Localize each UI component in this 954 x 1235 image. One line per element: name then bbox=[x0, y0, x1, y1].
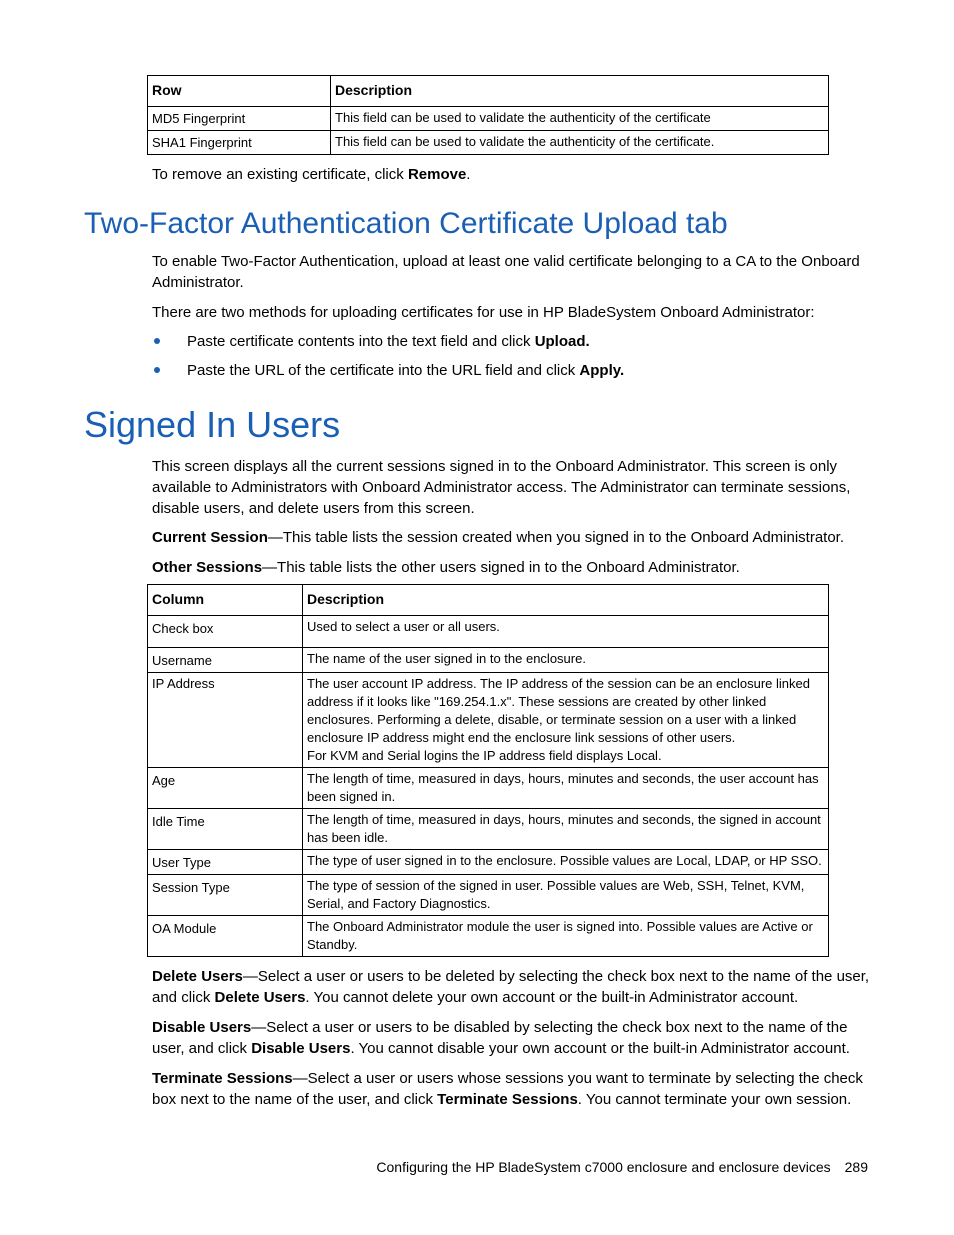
table-row bbox=[148, 648, 829, 673]
table-row bbox=[148, 616, 829, 648]
column-header: Description bbox=[331, 76, 829, 107]
column-description-cell: The length of time, measured in days, hours, minutes and seconds, the user account has been signed in. bbox=[303, 768, 829, 809]
table-header-row bbox=[148, 585, 829, 616]
column-name-cell: Idle Time bbox=[148, 809, 303, 850]
column-description-cell: The Onboard Administrator module the user is signed into. Possible values are Active or Standby. bbox=[303, 916, 829, 957]
table-row bbox=[148, 107, 829, 131]
column-description-cell: The user account IP address. The IP address of the session can be an enclosure linked address if it looks like "169.254.1.x". These sessions are created by other linked enclosures. Performing a delete, disable, or terminate session on a user with a linked enclosure IP address might end the enclosure link sessions of other users. For KVM and Serial logins the IP address field displays Local. bbox=[303, 673, 829, 768]
column-name-cell: IP Address bbox=[148, 673, 303, 768]
section-heading-signed-in-users: Signed In Users bbox=[84, 404, 341, 445]
column-header: Description bbox=[303, 585, 829, 616]
table-row bbox=[148, 875, 829, 916]
column-name-cell: Check box bbox=[148, 616, 303, 648]
document-page: Row Description MD5 Fingerprint This field can be used to validate the authenticity of the certificate SHA1 Fingerprint This field can be used to validate the authenticity of the certificate. To remove an existing certificate, click Remove. Two-Factor Authentication Certificate Upload tab To enable Two-Factor Authentication, upload at least one valid certificate belonging to a CA to the Onboard Administrator. There are two methods for uploading certificates for use in HP BladeSystem Onboard Administrator: Paste certificate contents into the text field and click Upload. Paste the URL of the certificate into the URL field and click Apply. Signed In Users This screen displays all the current sessions signed in to the Onboard Administrator. This screen is only available to Administrators with Onboard Administrator access. The Administrator can terminate sessions, disable users, and delete users from this screen. Current Session—This table lists the session created when you signed in to the Onboard Administrator. Other Sessions—This table lists the other users signed in to the Onboard Administrator. Column Description Check box Used to select a user or all users. Username The name of the user signed in to the enclosure. IP Address The user account IP address. The IP address of the session can be an enclosure linked address if it looks like "169.254.1.x". These sessions are created by other linked enclosures. Performing a delete, disable, or terminate session on a user with a linked enclosure IP address might end the enclosure link sessions of other users. For KVM and Serial logins the IP address field displays Local. Age The length of time, measured in days, hours, minutes and seconds, the user account has been signed in. Idle Time The length of time, measured in days, hours, minutes and seconds, the signed in account has been idle. User Type The type of user signed in to the enclosure. Possible values are Local, LDAP, or HP SSO. Session Type The type of session of the signed in user. Possible values are Web, SSH, Telnet, KVM, Serial, and Factory Diagnostics. OA Module The Onboard Administrator module the user is signed into. Possible values are Active or Standby. Delete Users—Select a user or users to be deleted by selecting the check box next to the name of the user, and click Delete Users. You cannot delete your own account or the built-in Administrator account. Disable Users—Select a user or users to be disabled by selecting the check box next to the name of the user, and click Disable Users. You cannot disable your own account or the built-in Administrator account. Terminate Sessions—Select a user or users whose sessions you want to terminate by selecting the check box next to the name of the user, and click Terminate Sessions. You cannot terminate your own session. Configuring the HP BladeSystem c7000 enclosure and enclosure devices 289 bbox=[0, 0, 954, 1235]
other-sessions-paragraph: Other Sessions—This table lists the other users signed in to the Onboard Administrator. bbox=[152, 559, 740, 576]
column-name-cell: User Type bbox=[148, 850, 303, 875]
table-header-row bbox=[148, 76, 829, 107]
column-header: Row bbox=[148, 76, 331, 107]
disable-users-paragraph: Disable Users—Select a user or users to be disabled by selecting the check box next to the name of the user, and click Disable Users. You cannot disable your own account or the built-in Administrator account. bbox=[152, 1019, 850, 1057]
column-description-cell: The type of user signed in to the enclosure. Possible values are Local, LDAP, or HP SSO. bbox=[303, 850, 829, 875]
column-description-cell: The type of session of the signed in user. Possible values are Web, SSH, Telnet, KVM, Serial, and Factory Diagnostics. bbox=[303, 875, 829, 916]
column-name-cell: Username bbox=[148, 648, 303, 673]
table-row bbox=[148, 131, 829, 155]
certificate-fields-table bbox=[147, 75, 829, 155]
row-name-cell: SHA1 Fingerprint bbox=[148, 131, 331, 155]
remove-instruction: To remove an existing certificate, click Remove. bbox=[152, 166, 471, 183]
footer-title: Configuring the HP BladeSystem c7000 enclosure and enclosure devices bbox=[376, 1159, 831, 1175]
signed-in-users-paragraph: This screen displays all the current sessions signed in to the Onboard Administrator. This screen is only available to Administrators with Onboard Administrator access. The Administrator can terminate sessions, disable users, and delete users from this screen. bbox=[152, 458, 851, 517]
column-name-cell: Age bbox=[148, 768, 303, 809]
current-session-paragraph: Current Session—This table lists the session created when you signed in to the Onboard Administrator. bbox=[152, 529, 845, 546]
row-name-cell: MD5 Fingerprint bbox=[148, 107, 331, 131]
column-header: Column bbox=[148, 585, 303, 616]
page-number: 289 bbox=[844, 1159, 868, 1175]
upload-methods-paragraph: There are two methods for uploading certificates for use in HP BladeSystem Onboard Administrator: bbox=[152, 304, 815, 321]
column-description-cell: Used to select a user or all users. bbox=[303, 616, 829, 648]
two-factor-paragraph: To enable Two-Factor Authentication, upload at least one valid certificate belonging to a CA to the Onboard Administrator. bbox=[152, 253, 860, 291]
bullet-icon bbox=[154, 367, 160, 373]
row-description-cell: This field can be used to validate the authenticity of the certificate bbox=[331, 107, 829, 131]
column-description-cell: The name of the user signed in to the enclosure. bbox=[303, 648, 829, 673]
section-heading-two-factor: Two-Factor Authentication Certificate Upload tab bbox=[84, 207, 728, 240]
column-name-cell: Session Type bbox=[148, 875, 303, 916]
column-name-cell: OA Module bbox=[148, 916, 303, 957]
table-row bbox=[148, 850, 829, 875]
column-description-cell: The length of time, measured in days, hours, minutes and seconds, the signed in account has been idle. bbox=[303, 809, 829, 850]
sessions-columns-table bbox=[147, 584, 829, 957]
bullet-icon bbox=[154, 338, 160, 344]
delete-users-paragraph: Delete Users—Select a user or users to be deleted by selecting the check box next to the name of the user, and click Delete Users. You cannot delete your own account or the built-in Administrator account. bbox=[152, 968, 870, 1006]
terminate-sessions-paragraph: Terminate Sessions—Select a user or users whose sessions you want to terminate by selecting the check box next to the name of the user, and click Terminate Sessions. You cannot terminate your own session. bbox=[152, 1070, 863, 1108]
row-description-cell: This field can be used to validate the authenticity of the certificate. bbox=[331, 131, 829, 155]
table-row bbox=[148, 768, 829, 809]
table-row bbox=[148, 673, 829, 768]
table-row bbox=[148, 809, 829, 850]
page-footer bbox=[376, 1158, 868, 1176]
table-row bbox=[148, 916, 829, 957]
